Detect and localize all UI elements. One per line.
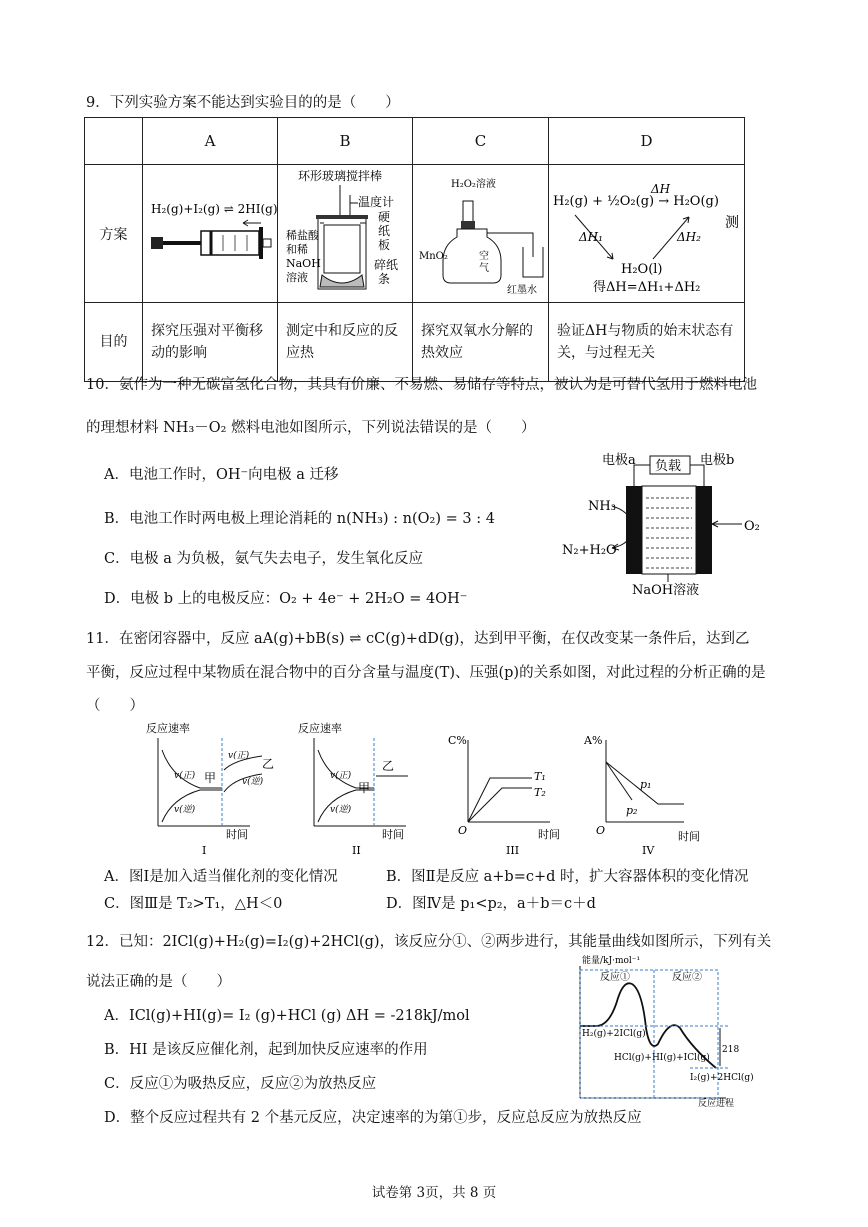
- q12-option-d: D．整个反应过程共有 2 个基元反应，决定速率的为第①步，反应总反应为放热反应: [104, 1110, 642, 1126]
- b-label-thermometer: 温度计: [358, 195, 395, 209]
- calorimeter-diagram: [278, 165, 413, 298]
- fig2-vr: v(逆): [330, 805, 352, 815]
- table-header-blank: [85, 118, 143, 165]
- b-label-board: 板: [378, 238, 391, 252]
- q11-option-d: D．图Ⅳ是 p₁<p₂，a＋b＝c＋d: [386, 896, 596, 912]
- q11-stem-line1: 11．在密闭容器中，反应 aA(g)+bB(s) ⇌ cC(g)+dD(g)，达到甲平衡，在仅改变某一条件后，达到乙: [86, 631, 750, 647]
- energy-step1: 反应①: [600, 972, 630, 983]
- label-nh3: NH₃: [588, 499, 616, 514]
- q11-stem-line3: （ ）: [86, 698, 144, 714]
- q11-stem-line2: 平衡，反应过程中某物质在混合物中的百分含量与温度(T)、压强(p)的关系如图，对此过程的分析正确的是: [86, 665, 766, 681]
- fig3-t1: T₁: [534, 770, 546, 783]
- energy-s3: I₂(g)+2HCl(g): [690, 1073, 754, 1083]
- fig2-ylabel: 反应速率: [298, 722, 342, 735]
- energy-dh: 218: [722, 1045, 740, 1055]
- energy-xlabel: 反应进程: [698, 1099, 735, 1108]
- label-electrode-a: 电极a: [602, 453, 636, 468]
- q11-option-c: C．图Ⅲ是 T₂>T₁，△H＜0: [104, 896, 283, 912]
- q12-option-b: B．HI 是该反应催化剂，起到加快反应速率的作用: [104, 1042, 428, 1058]
- fig1-vr: v(逆): [174, 805, 196, 815]
- goal-d: 验证ΔH与物质的始末状态有关，与过程无关: [549, 303, 745, 382]
- b-label-strip: 条: [378, 272, 391, 286]
- fig4-origin: O: [596, 824, 606, 837]
- fig3-t2: T₂: [534, 786, 546, 799]
- fig4-num: IV: [642, 844, 655, 857]
- hess-diagram: [549, 165, 745, 298]
- c-label-air1: 空: [479, 251, 489, 262]
- fig4-xlabel: 时间: [678, 830, 700, 843]
- energy-diagram: [570, 952, 760, 1108]
- fig1-num: I: [202, 844, 207, 857]
- fig3-origin: O: [458, 824, 468, 837]
- b-label-paper: 纸: [378, 224, 391, 238]
- d-side: 测: [725, 215, 739, 231]
- goal-c: 探究双氧水分解的热效应: [413, 303, 549, 382]
- page-footer: 试卷第 3页，共 8 页: [371, 1185, 497, 1201]
- table-header-a: A: [143, 118, 278, 165]
- q10-option-b: B．电池工作时两电极上理论消耗的 n(NH₃) : n(O₂) = 3 : 4: [104, 511, 495, 527]
- fig2-num: II: [352, 844, 361, 857]
- q9-table: [84, 117, 745, 382]
- label-load: 负载: [655, 459, 682, 474]
- fig4-ylabel: A%: [584, 734, 603, 747]
- syringe-diagram: [143, 165, 278, 298]
- q10-stem-line2: 的理想材料 NH₃－O₂ 燃料电池如图所示，下列说法错误的是（ ）: [86, 420, 536, 436]
- q11-figures: [138, 718, 728, 858]
- scheme-a: [143, 165, 278, 303]
- row-label-goal: 目的: [85, 303, 143, 382]
- scheme-b: [278, 165, 413, 303]
- energy-step2: 反应②: [672, 972, 702, 983]
- c-label-ink: 红墨水: [507, 285, 537, 296]
- b-label-solution: 溶液: [286, 271, 308, 284]
- c-label-air2: 气: [479, 263, 489, 274]
- q10-option-c: C．电极 a 为负极，氨气失去电子，发生氧化反应: [104, 551, 423, 567]
- d-result: 得ΔH=ΔH₁+ΔH₂: [593, 280, 701, 295]
- fig1-vf: v(正): [174, 771, 196, 781]
- fig1-vf2: v(正): [228, 751, 250, 761]
- figure-iii: [448, 734, 560, 857]
- b-label-hard: 硬: [378, 210, 391, 224]
- fig4-p1: p₁: [640, 778, 652, 791]
- label-o2: O₂: [744, 519, 760, 534]
- label-electrode-b: 电极b: [700, 453, 735, 468]
- d-dh: ΔH: [651, 182, 671, 196]
- table-header-d: D: [549, 118, 745, 165]
- fig2-vf: v(正): [330, 771, 352, 781]
- goal-a: 探究压强对平衡移动的影响: [143, 303, 278, 382]
- fig1-jia: 甲: [204, 771, 217, 785]
- table-header-b: B: [278, 118, 413, 165]
- q10-option-d: D．电极 b 上的电极反应：O₂ + 4e⁻ + 2H₂O = 4OH⁻: [104, 591, 468, 607]
- q11-option-a: A．图Ⅰ是加入适当催化剂的变化情况: [104, 869, 338, 885]
- fig2-jia: 甲: [358, 781, 371, 795]
- fig3-ylabel: C%: [448, 734, 467, 747]
- goal-b: 测定中和反应的反应热: [278, 303, 413, 382]
- q12-stem-line1: 12．已知：2ICl(g)+H₂(g)=I₂(g)+2HCl(g)，该反应分①、②两步进行，其能量曲线如图所示，下列有关: [86, 934, 772, 950]
- row-label-scheme: 方案: [85, 165, 143, 303]
- b-label-naoh: NaOH: [286, 257, 321, 270]
- b-label-hcl: 稀盐酸: [286, 229, 319, 242]
- b-label-scraps: 碎纸: [374, 258, 399, 272]
- scheme-d: [549, 165, 745, 303]
- fig1-yi: 乙: [262, 757, 275, 771]
- d-dh2: ΔH₂: [677, 230, 701, 244]
- energy-s2: HCl(g)+HI(g)+ICl(g): [614, 1053, 710, 1063]
- fuel-cell-diagram: [558, 448, 778, 596]
- d-mid: H₂O(l): [621, 262, 663, 277]
- d-top: H₂(g) + ½O₂(g) → H₂O(g): [553, 194, 719, 209]
- c-label-mno2: MnO₂: [419, 251, 448, 262]
- fig1-ylabel: 反应速率: [146, 722, 190, 735]
- fig2-yi: 乙: [382, 759, 395, 773]
- fig1-xlabel: 时间: [226, 828, 248, 841]
- fig2-xlabel: 时间: [382, 828, 404, 841]
- figure-i: [146, 721, 274, 857]
- b-label-stirrer: 环形玻璃搅拌棒: [298, 169, 383, 183]
- table-header-c: C: [413, 118, 549, 165]
- figure-ii: [298, 721, 408, 857]
- label-naoh: NaOH溶液: [632, 583, 700, 596]
- energy-s1: H₂(g)+2ICl(g): [582, 1029, 646, 1039]
- q12-option-c: C．反应①为吸热反应，反应②为放热反应: [104, 1076, 377, 1092]
- q10-option-a: A．电池工作时，OH⁻向电极 a 迁移: [104, 467, 339, 483]
- q9-stem: 9．下列实验方案不能达到实验目的的是（ ）: [86, 95, 400, 111]
- c-label-h2o2: H₂O₂溶液: [451, 179, 496, 190]
- figure-iv: [583, 734, 700, 857]
- label-products: N₂+H₂O: [562, 543, 617, 558]
- energy-ylabel: 能量/kJ·mol⁻¹: [582, 956, 641, 966]
- fig3-xlabel: 时间: [538, 828, 560, 841]
- q12-stem-line2: 说法正确的是（ ）: [86, 974, 231, 990]
- q11-option-b: B．图Ⅱ是反应 a+b=c+d 时，扩大容器体积的变化情况: [386, 869, 749, 885]
- q12-option-a: A．ICl(g)+HI(g)= I₂ (g)+HCl (g) ΔH = -218kJ/mol: [104, 1008, 470, 1024]
- q10-stem-line1: 10．氨作为一种无碳富氢化合物，其具有价廉、不易燃、易储存等特点，被认为是可替代氢用于燃料电池: [86, 377, 757, 393]
- fig1-vr2: v(逆): [242, 777, 264, 787]
- fig4-p2: p₂: [626, 804, 638, 817]
- fig3-num: III: [506, 844, 520, 857]
- d-dh1: ΔH₁: [579, 230, 603, 244]
- h2o2-diagram: [413, 165, 549, 298]
- equation-a: H₂(g)+I₂(g) ⇌ 2HI(g): [151, 202, 278, 216]
- b-label-and: 和稀: [286, 243, 308, 256]
- scheme-c: [413, 165, 549, 303]
